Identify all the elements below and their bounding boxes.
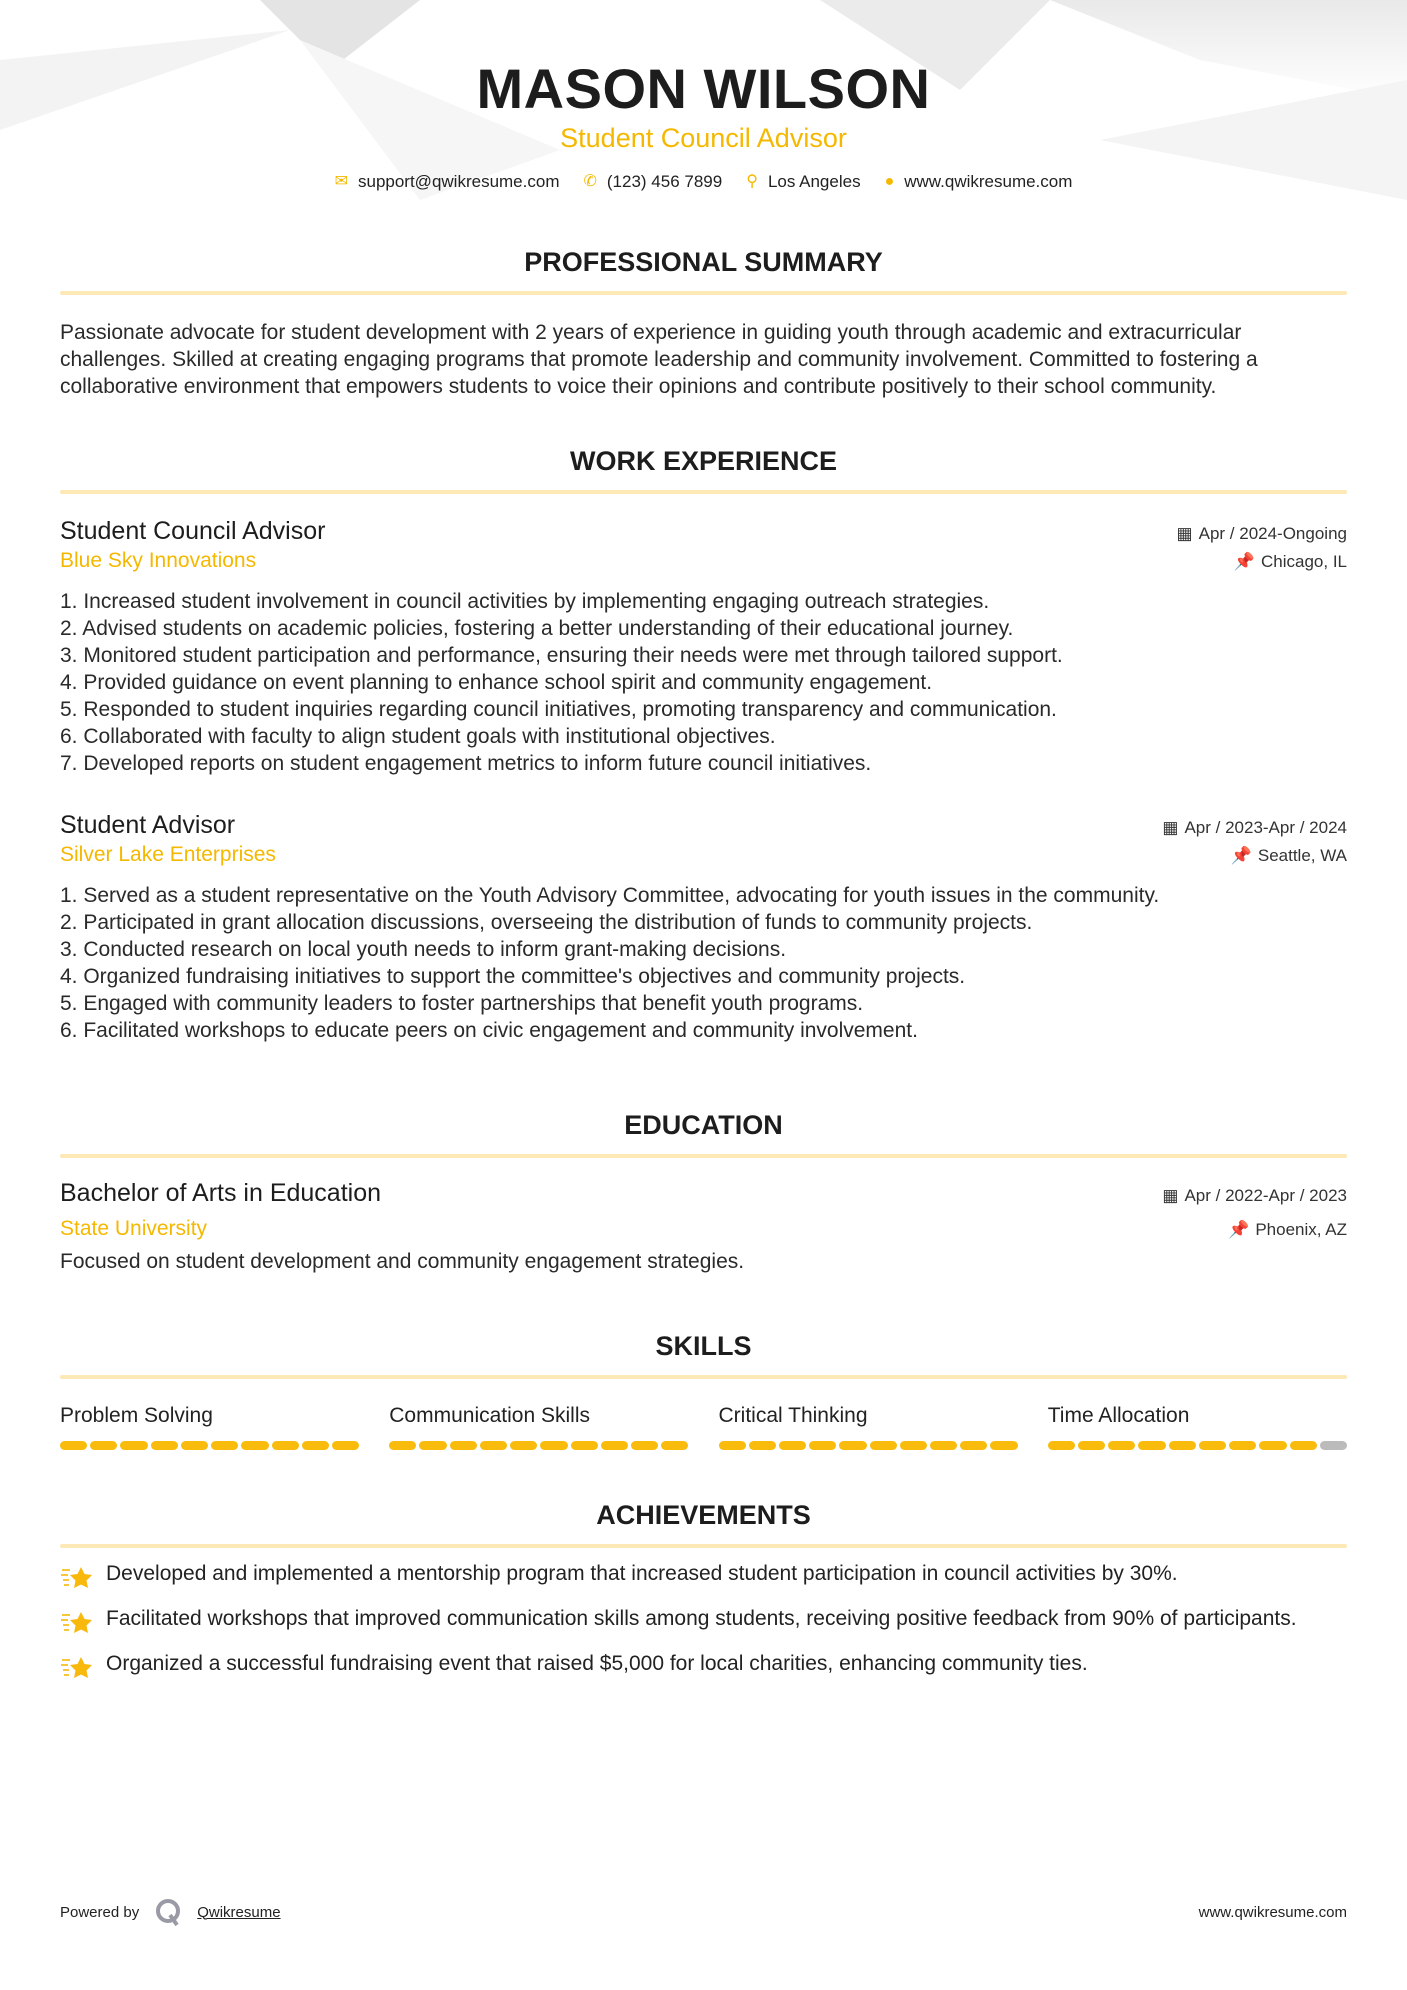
skill-item: [60, 1403, 359, 1450]
footer-website[interactable]: www.qwikresume.com: [1198, 1903, 1347, 1921]
skill-name: Time Allocation: [1047, 1404, 1190, 1427]
qwikresume-logo-icon: [153, 1897, 183, 1927]
job-entry: [60, 810, 1347, 1044]
bullet-item: 2. Advised students on academic policies, fostering a better understanding of their educational journey.: [60, 617, 1014, 640]
rating-segment-filled: [272, 1441, 299, 1450]
rating-segment-filled: [151, 1441, 178, 1450]
star-icon: [60, 1650, 94, 1687]
bullet-item: 1. Served as a student representative on the Youth Advisory Committee, advocating for youth issues in the community.: [60, 884, 1160, 907]
company-name: Silver Lake Enterprises: [60, 843, 276, 866]
achievements-list: [60, 1560, 1347, 1687]
rating-segment-filled: [241, 1441, 268, 1450]
skill-rating: [389, 1441, 688, 1450]
rating-segment-filled: [1229, 1441, 1256, 1450]
skill-name: Critical Thinking: [718, 1404, 868, 1427]
rating-segment-filled: [332, 1441, 359, 1450]
rating-segment-filled: [839, 1441, 866, 1450]
brand-link[interactable]: Qwikresume: [197, 1903, 281, 1921]
skill-item: [389, 1403, 688, 1450]
powered-by-label: Powered by: [60, 1903, 140, 1921]
globe-icon: ●: [884, 173, 895, 190]
contact-email[interactable]: support@qwikresume.com: [357, 172, 560, 191]
rating-segment-filled: [302, 1441, 329, 1450]
rating-segment-filled: [540, 1441, 567, 1450]
rating-segment-filled: [661, 1441, 688, 1450]
section-heading-skills: SKILLS: [655, 1331, 752, 1361]
degree: Bachelor of Arts in Education: [60, 1179, 382, 1207]
section-heading-summary: PROFESSIONAL SUMMARY: [524, 247, 883, 277]
education-location: Phoenix, AZ: [1255, 1220, 1347, 1239]
section-heading-experience: WORK EXPERIENCE: [569, 446, 838, 476]
rating-segment-empty: [1320, 1441, 1347, 1450]
rating-segment-filled: [90, 1441, 117, 1450]
job-location: Chicago, IL: [1261, 552, 1347, 571]
skill-name: Problem Solving: [60, 1404, 213, 1427]
footer: [60, 1897, 1347, 1927]
skill-rating: [719, 1441, 1018, 1450]
envelope-icon: ✉: [334, 173, 348, 190]
education-description: Focused on student development and community engagement strategies.: [60, 1250, 745, 1273]
bullet-item: 2. Participated in grant allocation discussions, overseeing the distribution of funds to community projects.: [60, 911, 1033, 934]
rating-segment-filled: [1078, 1441, 1105, 1450]
pin-icon: 📌: [1230, 846, 1252, 865]
rating-segment-filled: [181, 1441, 208, 1450]
achievement-text: Developed and implemented a mentorship program that increased student participation in council activities by 30%.: [106, 1562, 1178, 1585]
section-divider: [60, 1154, 1347, 1158]
company-name: Blue Sky Innovations: [60, 549, 257, 572]
calendar-icon: ▦: [1176, 524, 1193, 543]
bullet-item: 1. Increased student involvement in council activities by implementing engaging outreach strategies.: [60, 590, 990, 613]
section-heading-education: EDUCATION: [624, 1110, 783, 1140]
education-entry: [60, 1178, 1347, 1275]
skill-item: [1048, 1403, 1347, 1450]
school-name: State University: [60, 1217, 208, 1240]
rating-segment-filled: [211, 1441, 238, 1450]
rating-segment-filled: [450, 1441, 477, 1450]
contact-phone[interactable]: (123) 456 7899: [606, 172, 723, 191]
map-pin-icon: ⚲: [746, 173, 758, 190]
summary-text: Passionate advocate for student development with 2 years of experience in guiding youth through academic and extracurricular challenges. Skilled at creating engaging programs that promote leadership and community involvement. Committed to fostering a collaborative environment that empowers students to voice their opinions and contribute positively to their school community.: [60, 321, 1258, 398]
job-title: Student Advisor: [60, 811, 236, 839]
rating-segment-filled: [510, 1441, 537, 1450]
rating-segment-filled: [1169, 1441, 1196, 1450]
bullet-item: 3. Monitored student participation and performance, ensuring their needs were met through tailored support.: [60, 644, 1063, 667]
section-divider: [60, 1375, 1347, 1379]
candidate-title: Student Council Advisor: [560, 123, 847, 153]
bullet-item: 5. Responded to student inquiries regarding council initiatives, promoting transparency and communication.: [60, 698, 1057, 721]
rating-segment-filled: [990, 1441, 1017, 1450]
rating-segment-filled: [1290, 1441, 1317, 1450]
bullet-item: 3. Conducted research on local youth needs to inform grant-making decisions.: [60, 938, 787, 961]
job-date: Apr / 2024-Ongoing: [1198, 524, 1347, 543]
skill-item: [719, 1403, 1018, 1450]
achievement-text: Organized a successful fundraising event that raised $5,000 for local charities, enhancing community ties.: [106, 1652, 1088, 1675]
section-divider: [60, 490, 1347, 494]
bullet-item: 4. Provided guidance on event planning to enhance school spirit and community engagement.: [60, 671, 933, 694]
rating-segment-filled: [870, 1441, 897, 1450]
rating-segment-filled: [779, 1441, 806, 1450]
pin-icon: 📌: [1228, 1220, 1250, 1239]
rating-segment-filled: [1108, 1441, 1135, 1450]
phone-icon: ✆: [583, 173, 597, 190]
pin-icon: 📌: [1233, 552, 1255, 571]
contact-location: Los Angeles: [767, 172, 861, 191]
contact-website[interactable]: www.qwikresume.com: [904, 172, 1073, 191]
star-icon: [60, 1605, 94, 1642]
rating-segment-filled: [719, 1441, 746, 1450]
rating-segment-filled: [1138, 1441, 1165, 1450]
skills-list: [60, 1403, 1347, 1450]
section-divider: [60, 291, 1347, 295]
rating-segment-filled: [960, 1441, 987, 1450]
rating-segment-filled: [900, 1441, 927, 1450]
job-date: Apr / 2023-Apr / 2024: [1184, 818, 1347, 837]
calendar-icon: ▦: [1162, 1186, 1179, 1205]
rating-segment-filled: [1048, 1441, 1075, 1450]
job-bullets: [60, 882, 1347, 1044]
rating-segment-filled: [60, 1441, 87, 1450]
job-title: Student Council Advisor: [60, 517, 326, 545]
achievement-item: [60, 1560, 1347, 1597]
skill-rating: [1048, 1441, 1347, 1450]
rating-segment-filled: [419, 1441, 446, 1450]
candidate-name: MASON WILSON: [476, 57, 931, 120]
achievement-item: [60, 1650, 1347, 1687]
rating-segment-filled: [571, 1441, 598, 1450]
section-divider: [60, 1544, 1347, 1548]
star-icon: [60, 1560, 94, 1597]
bullet-item: 7. Developed reports on student engagement metrics to inform future council initiatives.: [60, 752, 872, 775]
bullet-item: 5. Engaged with community leaders to foster partnerships that benefit youth programs.: [60, 992, 864, 1015]
achievement-text: Facilitated workshops that improved communication skills among students, receiving positive feedback from 90% of participants.: [106, 1607, 1297, 1630]
job-bullets: [60, 588, 1347, 777]
rating-segment-filled: [120, 1441, 147, 1450]
section-heading-achievements: ACHIEVEMENTS: [596, 1500, 811, 1530]
contact-bar: [60, 171, 1347, 193]
rating-segment-filled: [809, 1441, 836, 1450]
job-entry: [60, 516, 1347, 777]
rating-segment-filled: [389, 1441, 416, 1450]
skill-name: Communication Skills: [389, 1404, 590, 1427]
rating-segment-filled: [631, 1441, 658, 1450]
rating-segment-filled: [601, 1441, 628, 1450]
achievement-item: [60, 1605, 1347, 1642]
rating-segment-filled: [480, 1441, 507, 1450]
calendar-icon: ▦: [1162, 818, 1179, 837]
rating-segment-filled: [749, 1441, 776, 1450]
rating-segment-filled: [930, 1441, 957, 1450]
bullet-item: 6. Facilitated workshops to educate peers on civic engagement and community involvement.: [60, 1019, 918, 1042]
bullet-item: 4. Organized fundraising initiatives to support the committee's objectives and community projects.: [60, 965, 966, 988]
job-location: Seattle, WA: [1257, 846, 1347, 865]
rating-segment-filled: [1199, 1441, 1226, 1450]
rating-segment-filled: [1259, 1441, 1286, 1450]
education-date: Apr / 2022-Apr / 2023: [1184, 1186, 1347, 1205]
bullet-item: 6. Collaborated with faculty to align student goals with institutional objectives.: [60, 725, 776, 748]
skill-rating: [60, 1441, 359, 1450]
